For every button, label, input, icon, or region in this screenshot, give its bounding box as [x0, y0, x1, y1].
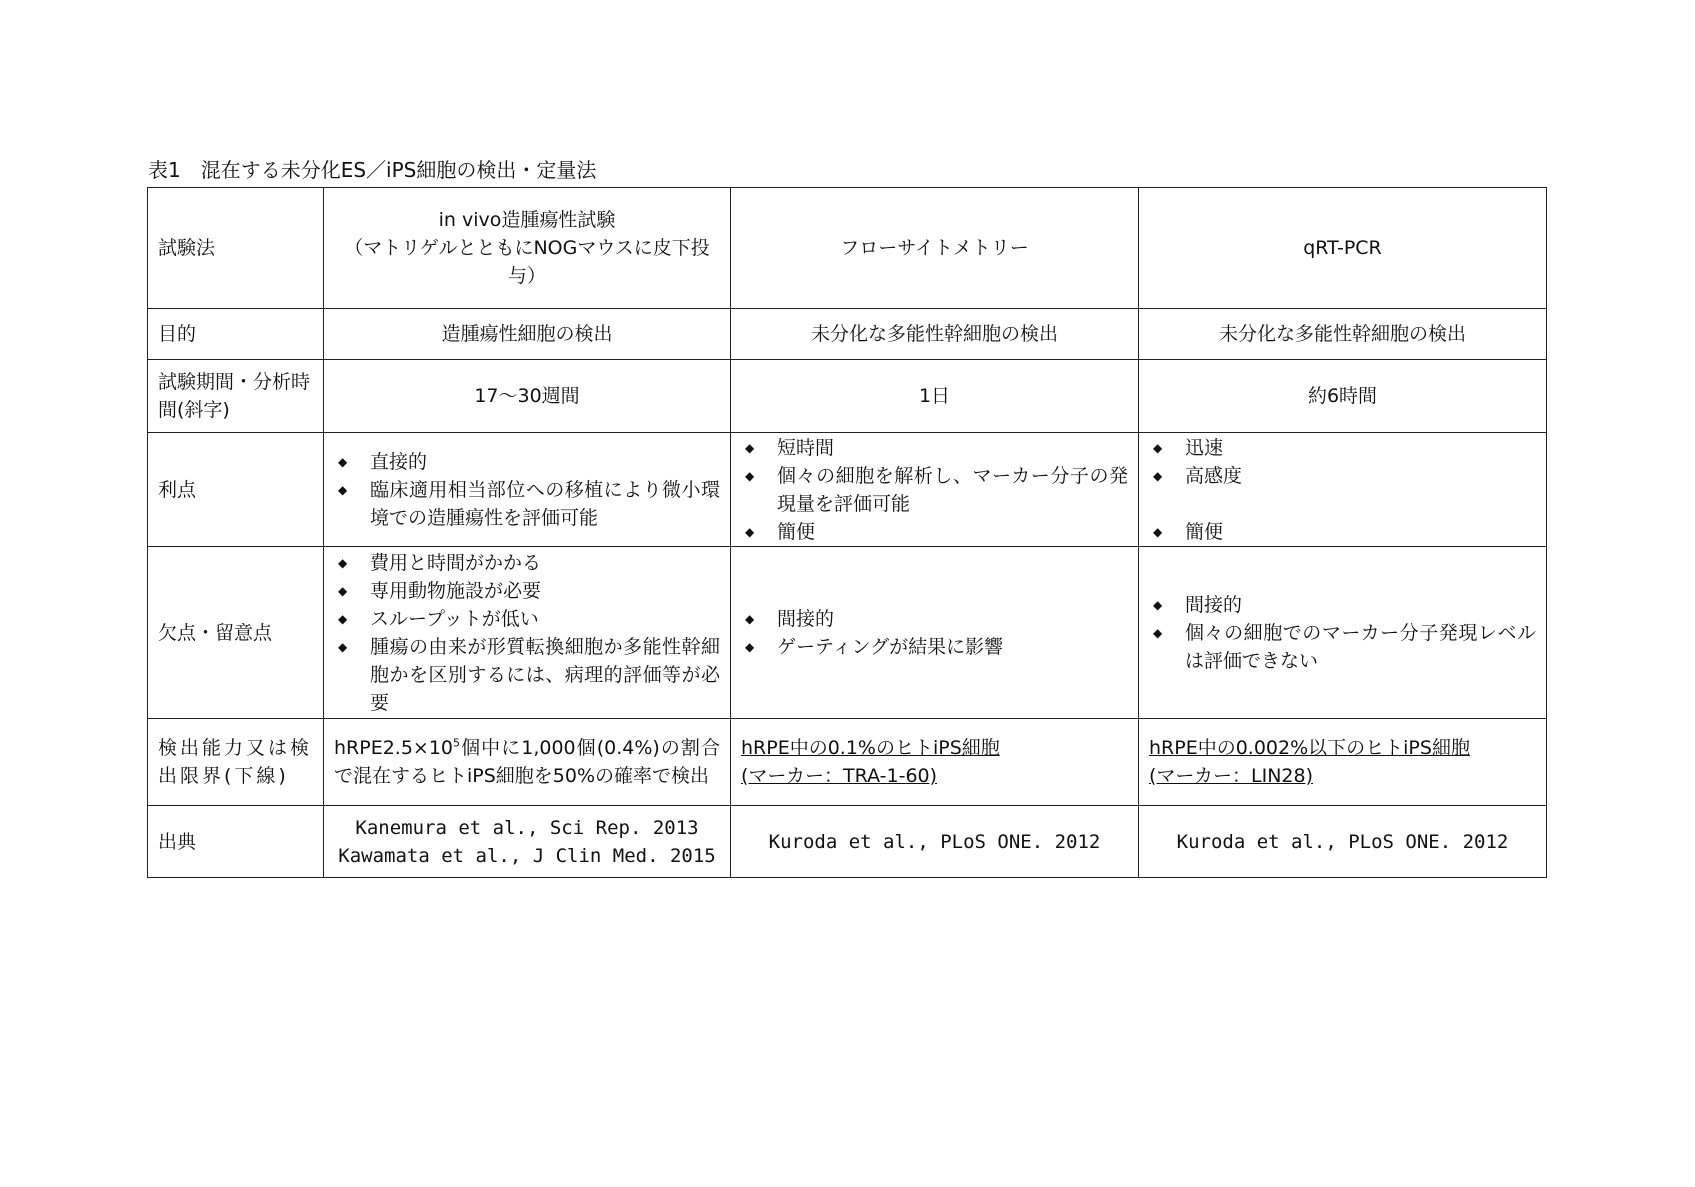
diamond-bullet-icon: ◆ [745, 611, 755, 626]
cell-drawbacks-invivo [324, 547, 731, 719]
cell-period-flow: 1日 [731, 360, 1139, 433]
cell-purpose-flow: 未分化な多能性幹細胞の検出 [731, 309, 1139, 360]
diamond-bullet-icon: ◆ [338, 555, 348, 570]
detection-methods-table [147, 187, 1547, 878]
cell-advantages-invivo [324, 433, 731, 547]
list-item: ◆ 個々の細胞を解析し、マーカー分子の発現量を評価可能 [741, 462, 1128, 518]
diamond-bullet-icon: ◆ [745, 639, 755, 654]
table-row-drawbacks [148, 547, 1547, 719]
cell-source-flow: Kuroda et al., PLoS ONE. 2012 [731, 806, 1139, 878]
list-item: ◆ 専用動物施設が必要 [334, 577, 720, 605]
list-item: ◆ 簡便 [741, 518, 1128, 546]
cell-advantages-qrtpcr [1139, 433, 1547, 547]
cell-advantages-flow [731, 433, 1139, 547]
diamond-bullet-icon: ◆ [1153, 468, 1163, 483]
diamond-bullet-icon: ◆ [1153, 440, 1163, 455]
cell-drawbacks-qrtpcr [1139, 547, 1547, 719]
row-label-advantages: 利点 [148, 433, 324, 547]
row-label-drawbacks: 欠点・留意点 [148, 547, 324, 719]
list-spacer [1149, 490, 1536, 518]
cell-detection-invivo: $hRPE2.5\times 10^5$個中に1,000個(0.4%)の割合で混在するヒトiPS細胞を50%の確率で検出 [324, 719, 731, 806]
list-item: ◆ 個々の細胞でのマーカー分子発現レベルは評価できない [1149, 619, 1536, 675]
diamond-bullet-icon: ◆ [338, 482, 348, 497]
list-item: ◆ 簡便 [1149, 518, 1536, 546]
list-item: ◆ 腫瘍の由来が形質転換細胞か多能性幹細胞かを区別するには、病理的評価等が必要 [334, 633, 720, 717]
list-item: ◆ 直接的 [334, 448, 720, 476]
list-item: ◆ 短時間 [741, 434, 1128, 462]
cell-purpose-invivo: 造腫瘍性細胞の検出 [324, 309, 731, 360]
diamond-bullet-icon: ◆ [1153, 597, 1163, 612]
marker-qrtpcr: (マーカー：LIN28) [1149, 765, 1314, 787]
table-row-period [148, 360, 1547, 433]
cell-period-qrtpcr: 約6時間 [1139, 360, 1547, 433]
diamond-bullet-icon: ◆ [745, 524, 755, 539]
row-label-method: 試験法 [148, 188, 324, 309]
list-item: ◆ ゲーティングが結果に影響 [741, 633, 1128, 661]
detection-limit-qrtpcr: hRPE中の0.002%以下のヒトiPS細胞 [1149, 737, 1470, 759]
row-label-source: 出典 [148, 806, 324, 878]
diamond-bullet-icon: ◆ [338, 583, 348, 598]
method-invivo-detail: （マトリゲルとともにNOGマウスに皮下投与） [344, 237, 710, 287]
detection-limit-flow: hRPE中の0.1%のヒトiPS細胞 [741, 737, 1000, 759]
table-row-source [148, 806, 1547, 878]
list-item: ◆ 間接的 [1149, 591, 1536, 619]
table-row-detection [148, 719, 1547, 806]
exponent: 5 [453, 736, 461, 750]
row-label-period: 試験期間・分析時間(斜字) [148, 360, 324, 433]
table-caption: 表1 混在する未分化ES／iPS細胞の検出・定量法 [148, 158, 597, 182]
cell-drawbacks-flow [731, 547, 1139, 719]
cell-method-flow: フローサイトメトリー [731, 188, 1139, 309]
diamond-bullet-icon: ◆ [1153, 524, 1163, 539]
list-item: ◆ 費用と時間がかかる [334, 549, 720, 577]
list-item: ◆ 迅速 [1149, 434, 1536, 462]
cell-source-invivo [324, 806, 731, 878]
cell-method-invivo [324, 188, 731, 309]
diamond-bullet-icon: ◆ [338, 639, 348, 654]
diamond-bullet-icon: ◆ [745, 468, 755, 483]
method-invivo-title: in vivo造腫瘍性試験 [438, 209, 616, 231]
diamond-bullet-icon: ◆ [338, 611, 348, 626]
diamond-bullet-icon: ◆ [338, 454, 348, 469]
list-item: ◆ 間接的 [741, 605, 1128, 633]
cell-purpose-qrtpcr: 未分化な多能性幹細胞の検出 [1139, 309, 1547, 360]
table-row-method [148, 188, 1547, 309]
cell-detection-qrtpcr [1139, 719, 1547, 806]
cell-period-invivo: 17～30週間 [324, 360, 731, 433]
list-item: ◆ 高感度 [1149, 462, 1536, 490]
table-row-purpose [148, 309, 1547, 360]
row-label-purpose: 目的 [148, 309, 324, 360]
list-item: ◆ 臨床適用相当部位への移植により微小環境での造腫瘍性を評価可能 [334, 476, 720, 532]
citation: Kawamata et al., J Clin Med. 2015 [338, 844, 716, 867]
cell-detection-flow [731, 719, 1139, 806]
row-label-detection: 検出能力又は検出限界(下線) [148, 719, 324, 806]
citation: Kanemura et al., Sci Rep. 2013 [355, 816, 699, 839]
diamond-bullet-icon: ◆ [1153, 625, 1163, 640]
list-item: ◆ スループットが低い [334, 605, 720, 633]
table-row-advantages [148, 433, 1547, 547]
diamond-bullet-icon: ◆ [745, 440, 755, 455]
cell-source-qrtpcr: Kuroda et al., PLoS ONE. 2012 [1139, 806, 1547, 878]
marker-flow: (マーカー：TRA-1-60) [741, 765, 938, 787]
cell-method-qrtpcr: qRT-PCR [1139, 188, 1547, 309]
